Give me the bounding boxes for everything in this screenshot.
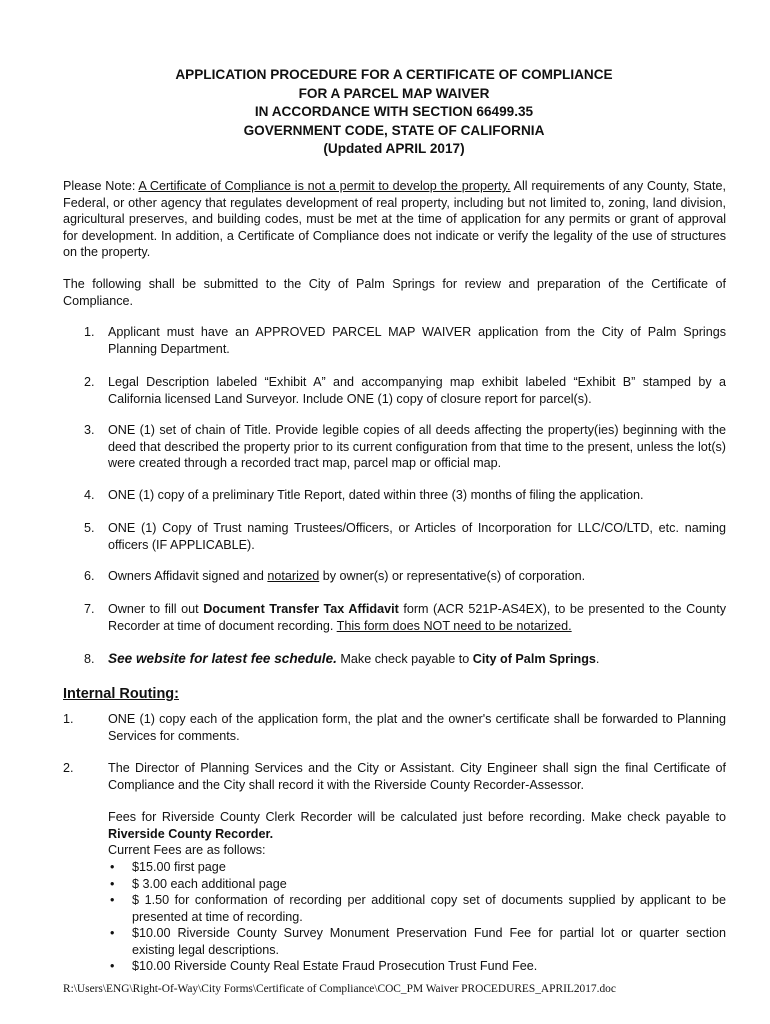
fees-current-label: Current Fees are as follows: bbox=[108, 843, 266, 857]
list-item bbox=[84, 487, 726, 504]
fee-item bbox=[108, 925, 726, 958]
title-line: GOVERNMENT CODE, STATE OF CALIFORNIA bbox=[243, 122, 545, 138]
bullet-icon: • bbox=[110, 926, 115, 940]
item-number: 5. bbox=[84, 521, 95, 535]
fee-text: $15.00 first page bbox=[132, 860, 226, 874]
bullet-icon: • bbox=[110, 959, 115, 973]
note-underlined: A Certificate of Compliance is not a permit to develop the property. bbox=[138, 179, 511, 193]
note-lead: Please Note: bbox=[63, 179, 139, 193]
form-name-bold: Document Transfer Tax Affidavit bbox=[203, 602, 399, 616]
please-note-paragraph bbox=[63, 178, 726, 261]
item-text-part: by owner(s) or representative(s) of corporation. bbox=[319, 569, 586, 583]
fees-list bbox=[108, 859, 726, 975]
item-number: 2. bbox=[84, 375, 95, 389]
fee-item bbox=[108, 892, 726, 925]
item-number: 8. bbox=[84, 652, 95, 666]
routing-text: ONE (1) copy each of the application form, the plat and the owner's certificate shall be forwarded to Planning Services for comments. bbox=[108, 712, 726, 743]
item-text: ONE (1) set of chain of Title. Provide legible copies of all deeds affecting the property(ies) beginning with the deed that described the property prior to its current configuration from that time to the present, unless the lot(s) were created through a recorded tract map, parcel map or official map. bbox=[108, 423, 726, 470]
fee-text: $10.00 Riverside County Real Estate Fraud Prosecution Trust Fund Fee. bbox=[132, 959, 538, 973]
item-text-part: Make check payable to bbox=[336, 652, 473, 666]
bullet-icon: • bbox=[110, 893, 115, 907]
item-number: 6. bbox=[84, 569, 95, 583]
routing-item bbox=[63, 760, 726, 793]
notarized-underlined: notarized bbox=[267, 569, 320, 583]
fees-paragraph bbox=[108, 809, 726, 859]
item-text bbox=[108, 568, 726, 585]
item-text-part: Owner to fill out bbox=[108, 602, 204, 616]
list-item bbox=[84, 324, 726, 357]
item-text-part: . bbox=[595, 652, 600, 666]
document-title bbox=[0, 66, 770, 159]
bullet-icon: • bbox=[110, 876, 115, 891]
internal-routing-heading: Internal Routing: bbox=[63, 686, 179, 702]
intro-paragraph: The following shall be submitted to the City of Palm Springs for review and preparation of the Certificate of Compliance. bbox=[63, 277, 726, 308]
routing-text: The Director of Planning Services and the City or Assistant. City Engineer shall sign the final Certificate of Compliance and the City shall record it with the Riverside County Recorder-Assessor. bbox=[108, 761, 726, 792]
item-text: Applicant must have an APPROVED PARCEL MAP WAIVER application from the City of Palm Springs Planning Department. bbox=[108, 325, 726, 356]
fees-payee: Riverside County Recorder. bbox=[108, 826, 274, 841]
fees-intro: Fees for Riverside County Clerk Recorder will be calculated just before recording. Make check payable to bbox=[108, 810, 726, 824]
list-item bbox=[84, 422, 726, 472]
item-text-part: form (ACR 521P-AS4EX), to be presented to the County Recorder at time of document recording. bbox=[108, 602, 726, 633]
file-path-footer: R:\Users\ENG\Right-Of-Way\City Forms\Certificate of Compliance\COC_PM Waiver PROCEDURES_APRIL2017.doc bbox=[63, 983, 616, 995]
routing-number: 2. bbox=[63, 761, 74, 775]
fee-text: $10.00 Riverside County Survey Monument Preservation Fund Fee for partial lot or quarter section existing legal descriptions. bbox=[132, 926, 726, 957]
title-line: FOR A PARCEL MAP WAIVER bbox=[298, 85, 490, 101]
item-number: 1. bbox=[84, 325, 95, 339]
fee-text: $ 1.50 for conformation of recording per additional copy set of documents supplied by applicant to be presented at time of recording. bbox=[132, 893, 726, 924]
fee-schedule-note: See website for latest fee schedule. bbox=[108, 651, 337, 666]
item-text: ONE (1) Copy of Trust naming Trustees/Officers, or Articles of Incorporation for LLC/CO/LTD, etc. naming officers (IF APPLICABLE). bbox=[108, 521, 726, 552]
fee-item bbox=[108, 859, 726, 876]
item-text: Legal Description labeled “Exhibit A” and accompanying map exhibit labeled “Exhibit B” stamped by a California licensed Land Surveyor. Include ONE (1) copy of closure report for parcel(s). bbox=[108, 375, 726, 406]
bullet-icon: • bbox=[110, 860, 115, 874]
routing-item bbox=[63, 711, 726, 744]
item-number: 3. bbox=[84, 423, 95, 437]
item-text: ONE (1) copy of a preliminary Title Report, dated within three (3) months of filing the application. bbox=[108, 488, 644, 502]
fee-item bbox=[108, 958, 726, 975]
payee-bold: City of Palm Springs bbox=[472, 652, 596, 666]
note-rest: All requirements of any County, State, Federal, or other agency that regulates development of real property, including but not limited to, zoning, land division, agricultural preserves, and building codes, must be met at the time of application for any permits or grant of approval for development. In addition, a Certificate of Compliance does not indicate or verify the legality of the use of structures on the property. bbox=[63, 179, 726, 259]
routing-number: 1. bbox=[63, 712, 74, 726]
list-item bbox=[84, 651, 726, 668]
title-line: IN ACCORDANCE WITH SECTION 66499.35 bbox=[254, 104, 534, 119]
item-text-part: Owners Affidavit signed and bbox=[108, 569, 268, 583]
fee-text: $ 3.00 each additional page bbox=[132, 876, 287, 891]
list-item bbox=[84, 374, 726, 407]
item-text bbox=[108, 651, 726, 668]
list-item bbox=[84, 520, 726, 553]
item-number: 7. bbox=[84, 602, 95, 616]
notarization-note-underlined: This form does NOT need to be notarized. bbox=[336, 618, 572, 633]
title-line: (Updated APRIL 2017) bbox=[323, 141, 465, 156]
list-item bbox=[84, 568, 726, 585]
title-line: APPLICATION PROCEDURE FOR A CERTIFICATE OF COMPLIANCE bbox=[175, 67, 613, 82]
item-text bbox=[108, 601, 726, 634]
item-number: 4. bbox=[84, 488, 95, 502]
list-item bbox=[84, 601, 726, 634]
fee-item bbox=[108, 876, 726, 893]
